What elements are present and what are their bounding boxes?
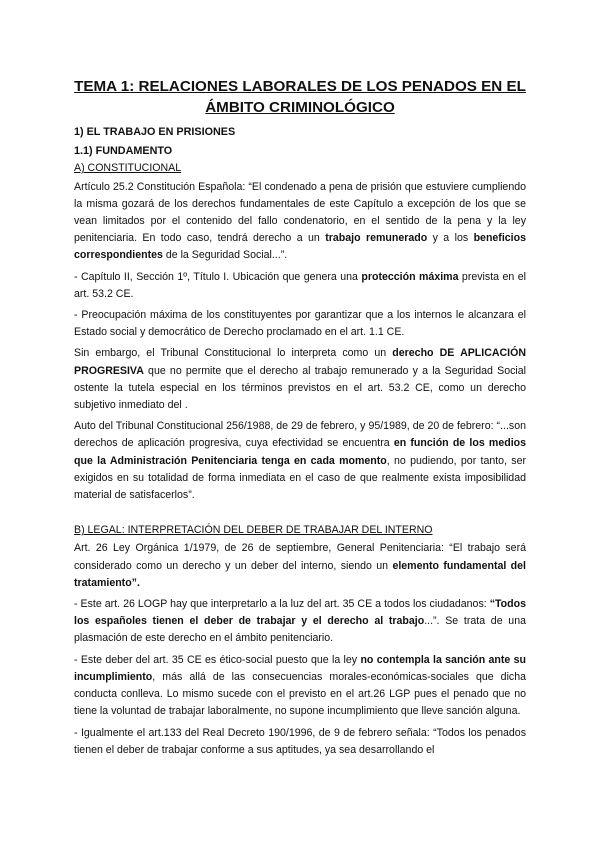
page-title: TEMA 1: RELACIONES LABORALES DE LOS PENADOS EN EL ÁMBITO CRIMINOLÓGICO <box>74 78 526 116</box>
subsection-heading: 1.1) FUNDAMENTO <box>74 145 173 158</box>
paragraph-deber-etico: - Este deber del art. 35 CE es ético-social puesto que la ley no contempla la sanción ante su incumplimiento, más allá de las consecuencias morales-económicas-sociales que dicha conducta conlleva. Lo mismo sucede con el previsto en el art.26 LGP pues el penado que no tiene la voluntad de trabajar laboralmente, no supone incumplimiento que lleve sanción alguna. <box>74 653 526 718</box>
paragraph-art-35-ce: - Este art. 26 LOGP hay que interpretarlo a la luz del art. 35 CE a todos los ciudadanos: “Todos los españoles tienen el deber de trabajar y el derecho al trabajo...”. Se trata de una plasmación de este derecho en el ámbito penitenciario. <box>74 598 526 645</box>
paragraph-real-decreto: - Igualmente el art.133 del Real Decreto 190/1996, de 9 de febrero señala: “Todos los penados tienen el deber de trabajar conforme a sus aptitudes, ya sea desarrollando el <box>74 726 526 756</box>
paragraph-tribunal-constitucional: Sin embargo, el Tribunal Constitucional lo interpreta como un derecho DE APLICACIÓN PROGRESIVA que no permite que el derecho al trabajo remunerado y a la Seguridad Social ostente la tutela especial en los términos previstos en el art. 53.2 CE, como un derecho subjetivo inmediato del . <box>74 347 526 412</box>
paragraph-capitulo-ii: - Capítulo II, Sección 1º, Título I. Ubicación que genera una protección máxima prevista en el art. 53.2 CE. <box>74 270 526 300</box>
paragraph-art-25-2: Artículo 25.2 Constitución Española: “El condenado a pena de prisión que estuviere cumpliendo la misma gozará de los derechos fundamentales de este Capítulo a excepción de los que se vean limitados por el contenido del fallo condenatorio, en el sentido de la pena y la ley penitenciaria. En todo caso, tendrá derecho a un trabajo remunerado y a los beneficios correspondientes de la Seguridad Social...”. <box>74 180 526 262</box>
section-heading: 1) EL TRABAJO EN PRISIONES <box>74 126 236 138</box>
spacer <box>74 508 526 522</box>
paragraph-art-26-logp: Art. 26 Ley Orgánica 1/1979, de 26 de septiembre, General Penitenciaria: “El trabajo será considerado como un derecho y un deber del interno, siendo un elemento fundamental del tratamiento”. <box>74 542 526 589</box>
paragraph-preocupacion: - Preocupación máxima de los constituyentes por garantizar que a los internos le alcanzara el Estado social y democrático de Derecho proclamado en el art. 1.1 CE. <box>74 309 526 339</box>
subheading-legal: B) LEGAL: INTERPRETACIÓN DEL DEBER DE TRABAJAR DEL INTERNO <box>74 524 433 537</box>
paragraph-auto-tc: Auto del Tribunal Constitucional 256/1988, de 29 de febrero, y 95/1989, de 20 de febrero: “...son derechos de aplicación progresiva, cuya efectividad se encuentra en función de los medios que la Administración Penitenciaria tenga en cada momento, no pudiendo, por tanto, ser exigidos en su totalidad de forma inmediata en el caso de que realmente exista imposibilidad material de satisfacerlos”. <box>74 420 527 502</box>
subheading-constitucional: A) CONSTITUCIONAL <box>74 162 182 175</box>
